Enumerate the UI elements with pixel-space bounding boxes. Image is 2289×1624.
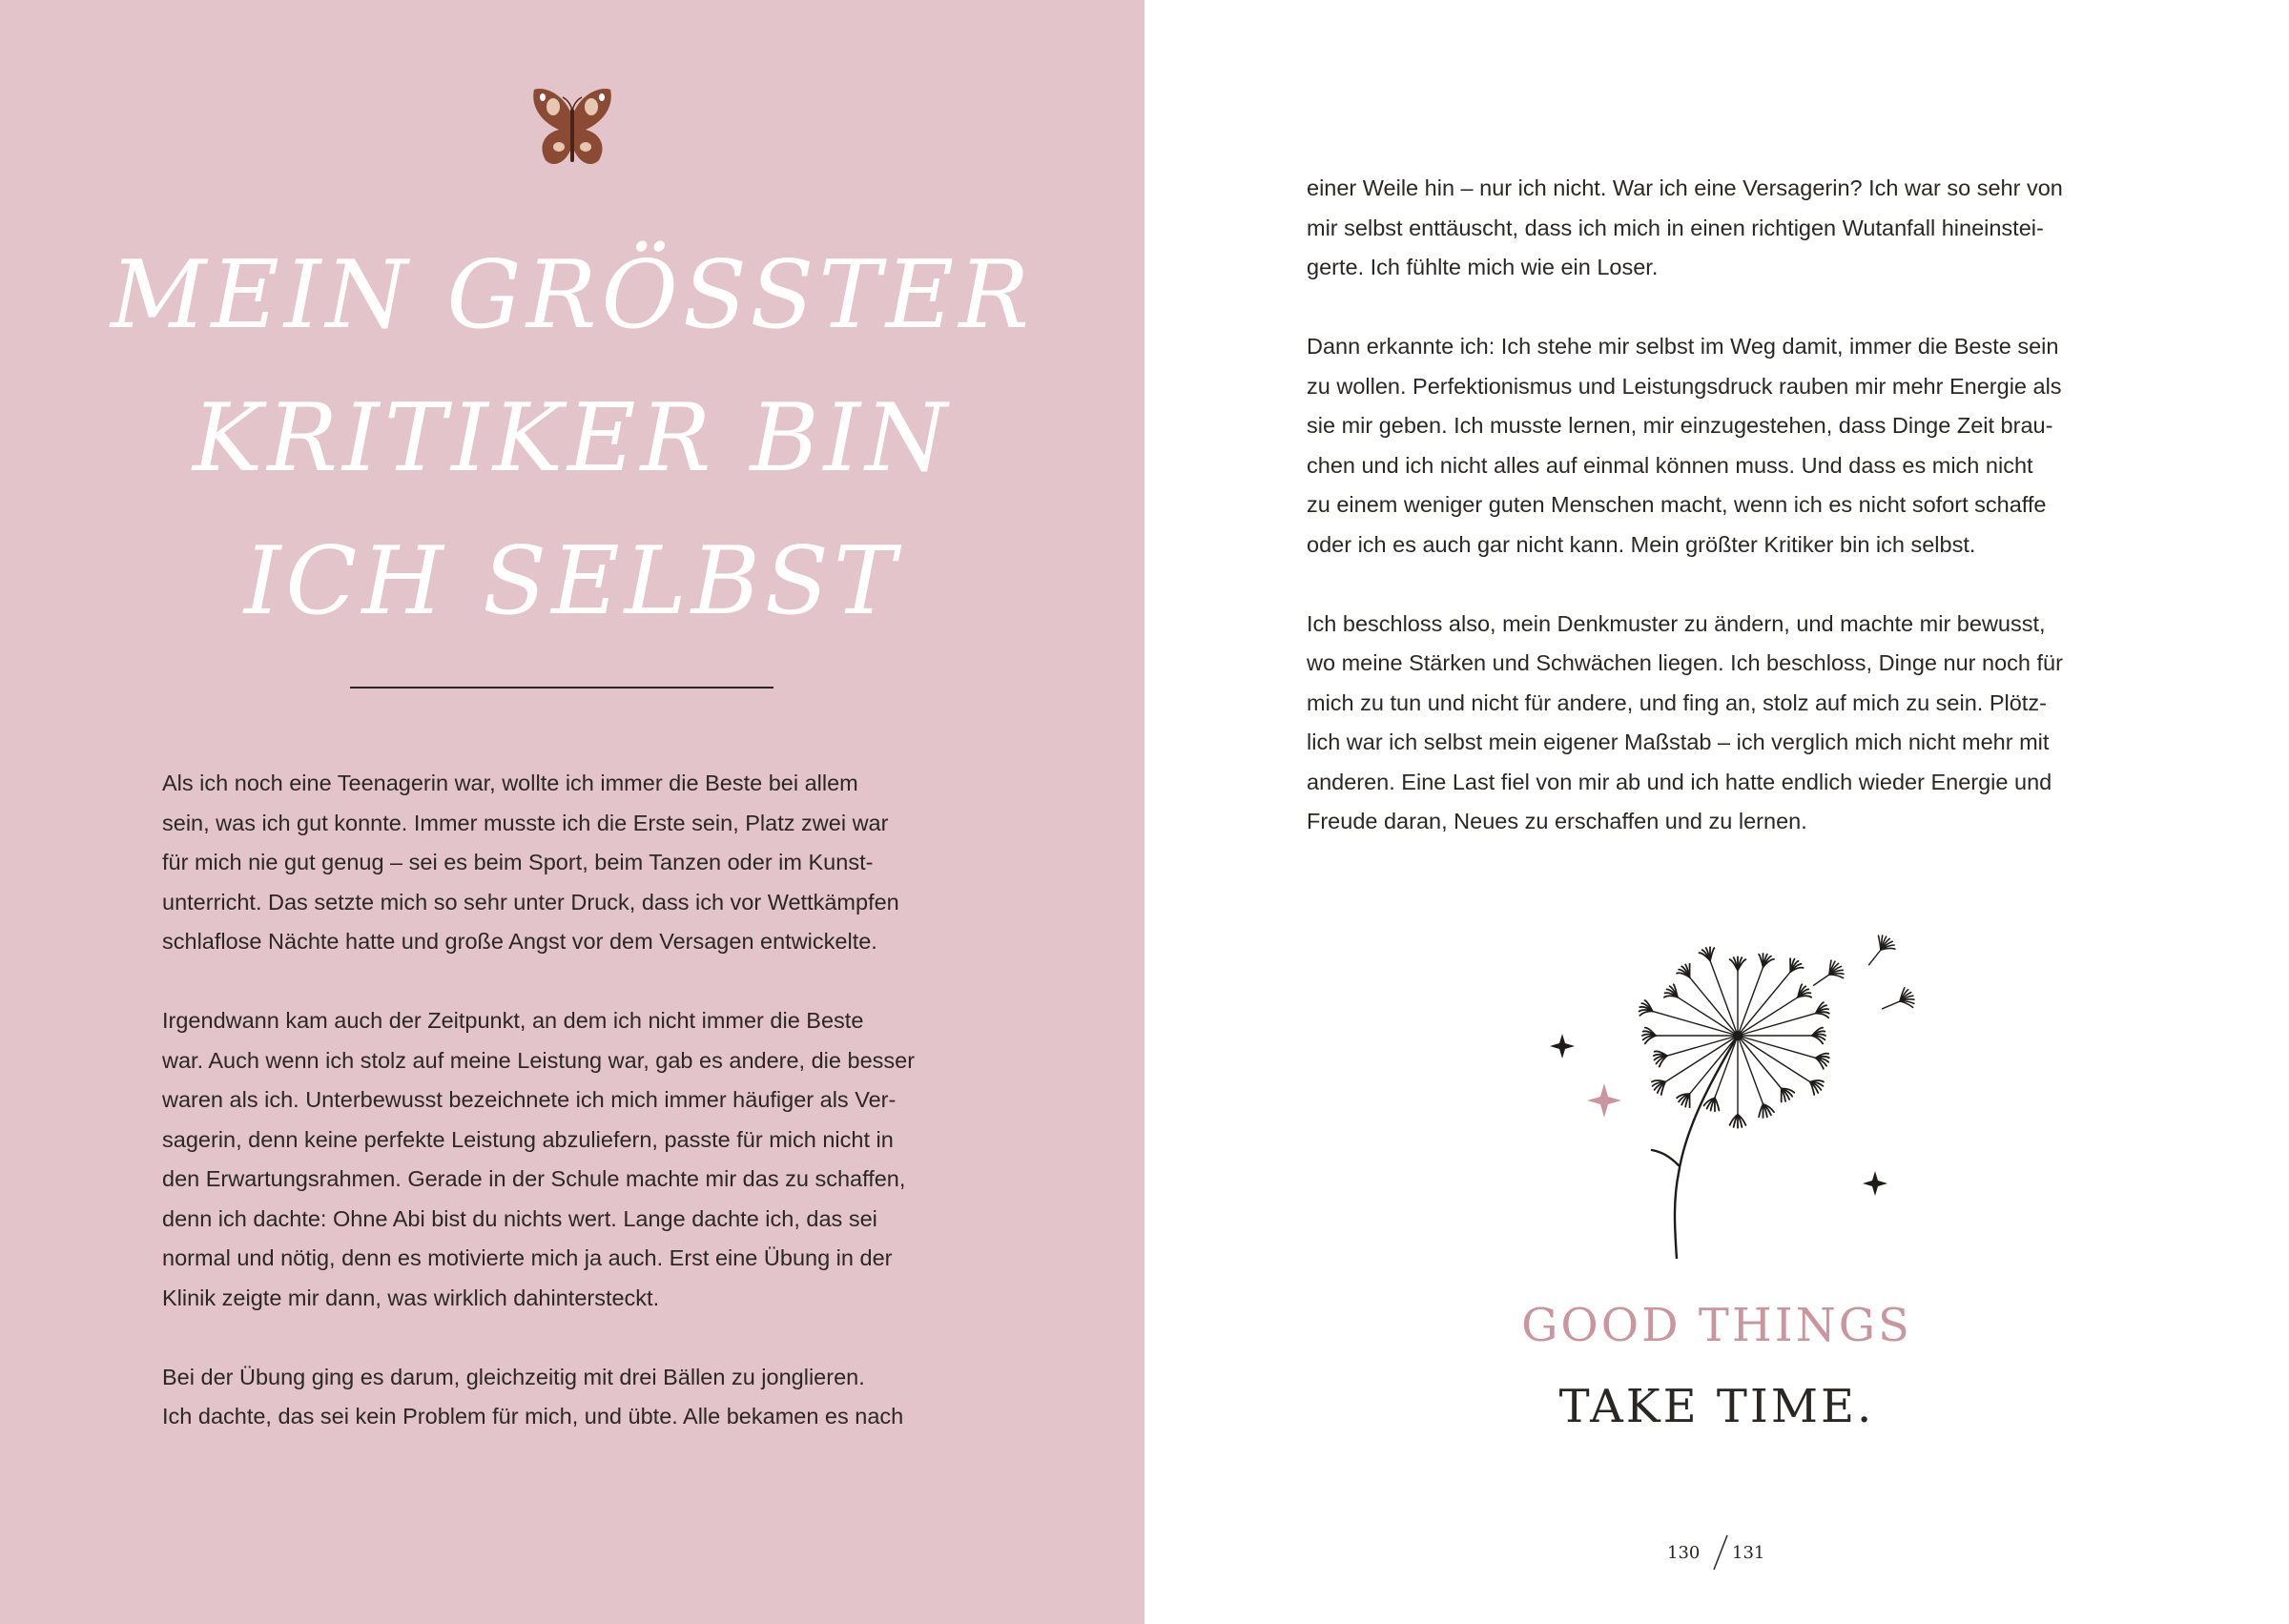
text-line: mich zu tun und nicht für andere, und fing an, stolz auf mich zu sein. Plötz- [1307, 689, 2047, 715]
left-body-text [162, 764, 1001, 1476]
title-line: MEIN GRÖSSTER [110, 241, 1035, 350]
text-line: war. Auch wenn ich stolz auf meine Leistung war, gab es andere, die besser [162, 1047, 916, 1073]
title-divider [350, 687, 773, 689]
page-number-right: 131 [1732, 1543, 1765, 1563]
text-line: oder ich es auch gar nicht kann. Mein größter Kritiker bin ich selbst. [1307, 531, 1976, 557]
text-line: unterricht. Das setzte mich so sehr unter Druck, dass ich vor Wettkämpfen [162, 889, 899, 915]
text-line: sagerin, denn keine perfekte Leistung abzuliefern, passte für mich nicht in [162, 1126, 894, 1152]
text-line: sie mir geben. Ich musste lernen, mir einzugestehen, dass Dinge Zeit brau- [1307, 413, 2053, 438]
text-line: Dann erkannte ich: Ich stehe mir selbst im Weg damit, immer die Beste sein [1307, 334, 2059, 359]
text-line: lich war ich selbst mein eigener Maßstab – ich verglich mich nicht mehr mit [1307, 730, 2050, 754]
text-line: waren als ich. Unterbewusst bezeichnete ich mich immer häufiger als Ver- [162, 1087, 897, 1112]
text-line: den Erwartungsrahmen. Gerade in der Schule machte mir das zu schaffen, [162, 1166, 906, 1191]
left-page [0, 0, 1144, 1624]
text-line: für mich nie gut genug – sei es beim Sport, beim Tanzen oder im Kunst- [162, 850, 874, 874]
paragraph [162, 764, 1001, 962]
right-body-text [1307, 169, 2146, 881]
text-line: zu wollen. Perfektionismus und Leistungsdruck rauben mir mehr Energie als [1307, 373, 2062, 399]
text-line: wo meine Stärken und Schwächen liegen. Ich beschloss, Dinge nur noch für [1307, 650, 2063, 675]
title-line: KRITIKER BIN [193, 384, 952, 493]
butterfly-icon [530, 84, 614, 174]
text-line: Irgendwann kam auch der Zeitpunkt, an dem ich nicht immer die Beste [162, 1008, 864, 1033]
text-line: Freude daran, Neues zu erschaffen und zu lernen. [1307, 809, 1807, 833]
paragraph [1307, 327, 2146, 565]
text-line: Ich dachte, das sei kein Problem für mich, und übte. Alle bekamen es nach [162, 1404, 904, 1429]
text-line: Klinik zeigte mir dann, was wirklich dahintersteckt. [162, 1285, 660, 1310]
text-line: einer Weile hin – nur ich nicht. War ich eine Versagerin? Ich war so sehr von [1307, 175, 2063, 200]
paragraph [1307, 169, 2146, 288]
text-line: gerte. Ich fühlte mich wie ein Loser. [1307, 255, 1659, 279]
dandelion-illustration [1526, 915, 1927, 1259]
paragraph [1307, 605, 2146, 842]
paragraph [162, 1001, 1001, 1318]
text-line: denn ich dachte: Ohne Abi bist du nichts wert. Lange dachte ich, das sei [162, 1205, 877, 1231]
text-line: zu einem weniger guten Menschen macht, wenn ich es nicht sofort schaffe [1307, 492, 2047, 517]
page-number-left: 130 [1667, 1543, 1701, 1563]
text-line: Bei der Übung ging es darum, gleichzeitig mit drei Bällen zu jonglieren. [162, 1364, 865, 1389]
text-line: chen und ich nicht alles auf einmal können muss. Und dass es mich nicht [1307, 452, 2033, 478]
text-line: Als ich noch eine Teenagerin war, wollte ich immer die Beste bei allem [162, 771, 858, 795]
title-line: ICH SELBST [243, 527, 901, 636]
text-line: sein, was ich gut konnte. Immer musste ich die Erste sein, Platz zwei war [162, 810, 889, 835]
sparkle-icon [1587, 1083, 1621, 1118]
quote-line-1: GOOD THINGS [1521, 1299, 1912, 1352]
text-line: mir selbst enttäuscht, dass ich mich in einen richtigen Wutanfall hineinstei- [1307, 215, 2044, 240]
quote-line-2: TAKE TIME. [1558, 1380, 1875, 1433]
text-line: normal und nötig, denn es motivierte mich ja auch. Erst eine Übung in der [162, 1245, 893, 1270]
text-line: schlaflose Nächte hatte und große Angst vor dem Versagen entwickelte. [162, 929, 877, 954]
page-number-separator [1712, 1533, 1729, 1572]
sparkle-icon [1863, 1171, 1887, 1196]
sparkle-icon [1550, 1034, 1575, 1059]
chapter-title [57, 224, 1087, 653]
paragraph [162, 1358, 1001, 1437]
text-line: Ich beschloss also, mein Denkmuster zu ändern, und machte mir bewusst, [1307, 610, 2046, 636]
text-line: anderen. Eine Last fiel von mir ab und ich hatte endlich wieder Energie und [1307, 769, 2052, 794]
